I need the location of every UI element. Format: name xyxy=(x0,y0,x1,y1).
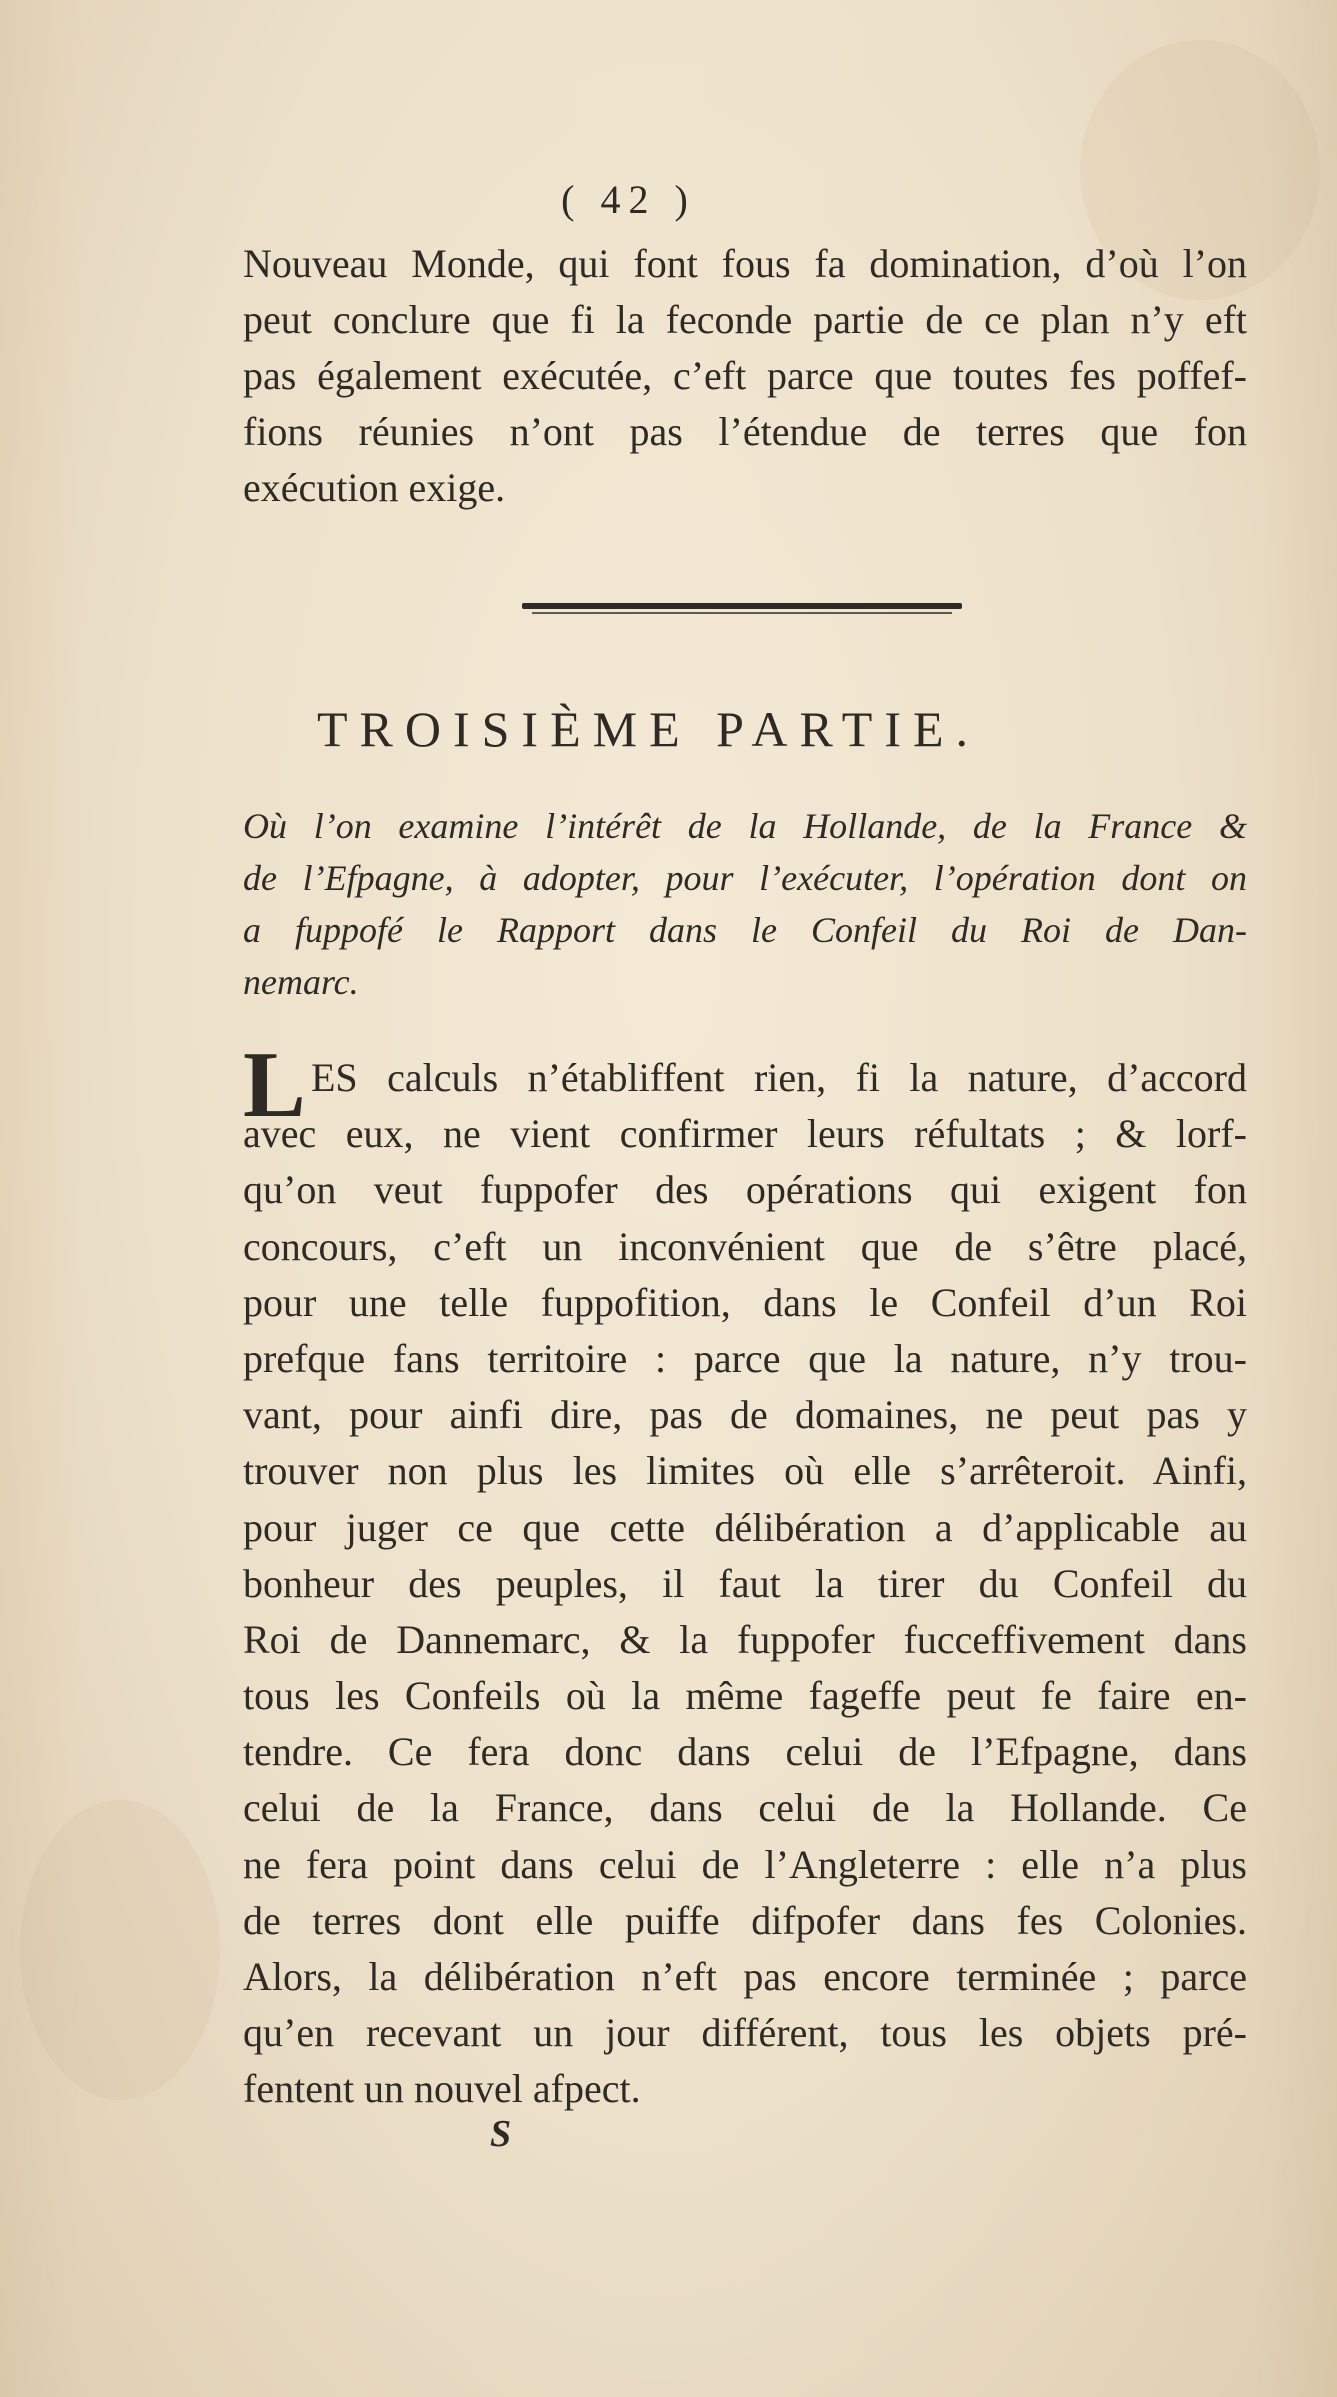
text-line: Alors, la délibération n’eft pas encore terminée ; parce xyxy=(243,1954,1247,1999)
text-line: ne fera point dans celui de l’Angleterre : elle n’a plus xyxy=(243,1841,1247,1887)
text-line: pas également exécutée, c’eft parce que toutes fes poffef- xyxy=(243,353,1247,398)
text-line: bonheur des peuples, il faut la tirer du Confeil du xyxy=(243,1560,1247,1606)
text-line: fentent un nouvel afpect. xyxy=(243,2066,641,2112)
text-line: Nouveau Monde, qui font fous fa domination, d’où l’on xyxy=(243,241,1247,286)
divider-thin-line xyxy=(532,612,952,614)
paper-stain xyxy=(20,1800,220,2100)
text-line: qu’en recevant un jour différent, tous les objets pré- xyxy=(243,2010,1247,2056)
text-line: tendre. Ce fera donc dans celui de l’Efpagne, dans xyxy=(243,1729,1247,1775)
section-divider xyxy=(522,603,962,617)
paragraph-continuation xyxy=(243,236,1247,516)
drop-cap: L xyxy=(243,1033,306,1137)
text-line: prefque fans territoire : parce que la nature, n’y trou- xyxy=(243,1335,1247,1381)
text-line: de terres dont elle puiffe difpofer dans fes Colonies. xyxy=(243,1897,1247,1943)
text-line: vant, pour ainfi dire, pas de domaines, ne peut pas y xyxy=(243,1392,1247,1438)
text-line: concours, c’eft un inconvénient que de s’être placé, xyxy=(243,1223,1247,1269)
divider-thick-line xyxy=(522,603,962,609)
part-title: TROISIÈME PARTIE. xyxy=(316,701,981,757)
text-line: avec eux, ne vient confirmer leurs réfultats ; & lorf- xyxy=(243,1111,1247,1157)
text-line: peut conclure que fi la feconde partie de ce plan n’y eft xyxy=(243,297,1247,342)
text-line: exécution exige. xyxy=(243,465,506,510)
subtitle-line: Où l’on examine l’intérêt de la Hollande, de la France & xyxy=(243,806,1247,846)
text-line: fions réunies n’ont pas l’étendue de terres que fon xyxy=(243,409,1247,454)
text-line: tous les Confeils où la même fageffe peut fe faire en- xyxy=(243,1673,1247,1719)
subtitle-line: nemarc. xyxy=(243,962,359,1002)
text-line: pour une telle fuppofition, dans le Confeil d’un Roi xyxy=(243,1279,1247,1325)
text-line: trouver non plus les limites où elle s’arrêteroit. Ainfi, xyxy=(243,1448,1247,1494)
subtitle-line: de l’Efpagne, à adopter, pour l’exécuter, l’opération dont on xyxy=(243,858,1247,898)
main-paragraph xyxy=(243,1050,1247,2118)
text-line: ES calculs n’établiffent rien, fi la nature, d’accord xyxy=(311,1055,1247,1100)
text-line: celui de la France, dans celui de la Hollande. Ce xyxy=(243,1785,1247,1831)
signature-mark: S xyxy=(490,2113,512,2155)
text-line: qu’on veut fuppofer des opérations qui exigent fon xyxy=(243,1167,1247,1213)
part-subtitle xyxy=(243,800,1247,1008)
subtitle-line: a fuppofé le Rapport dans le Confeil du Roi de Dan- xyxy=(243,910,1247,950)
text-line: Roi de Dannemarc, & la fuppofer fucceffivement dans xyxy=(243,1616,1247,1662)
text-line: pour juger ce que cette délibération a d’applicable au xyxy=(243,1504,1247,1550)
page-number: ( 42 ) xyxy=(561,177,696,222)
